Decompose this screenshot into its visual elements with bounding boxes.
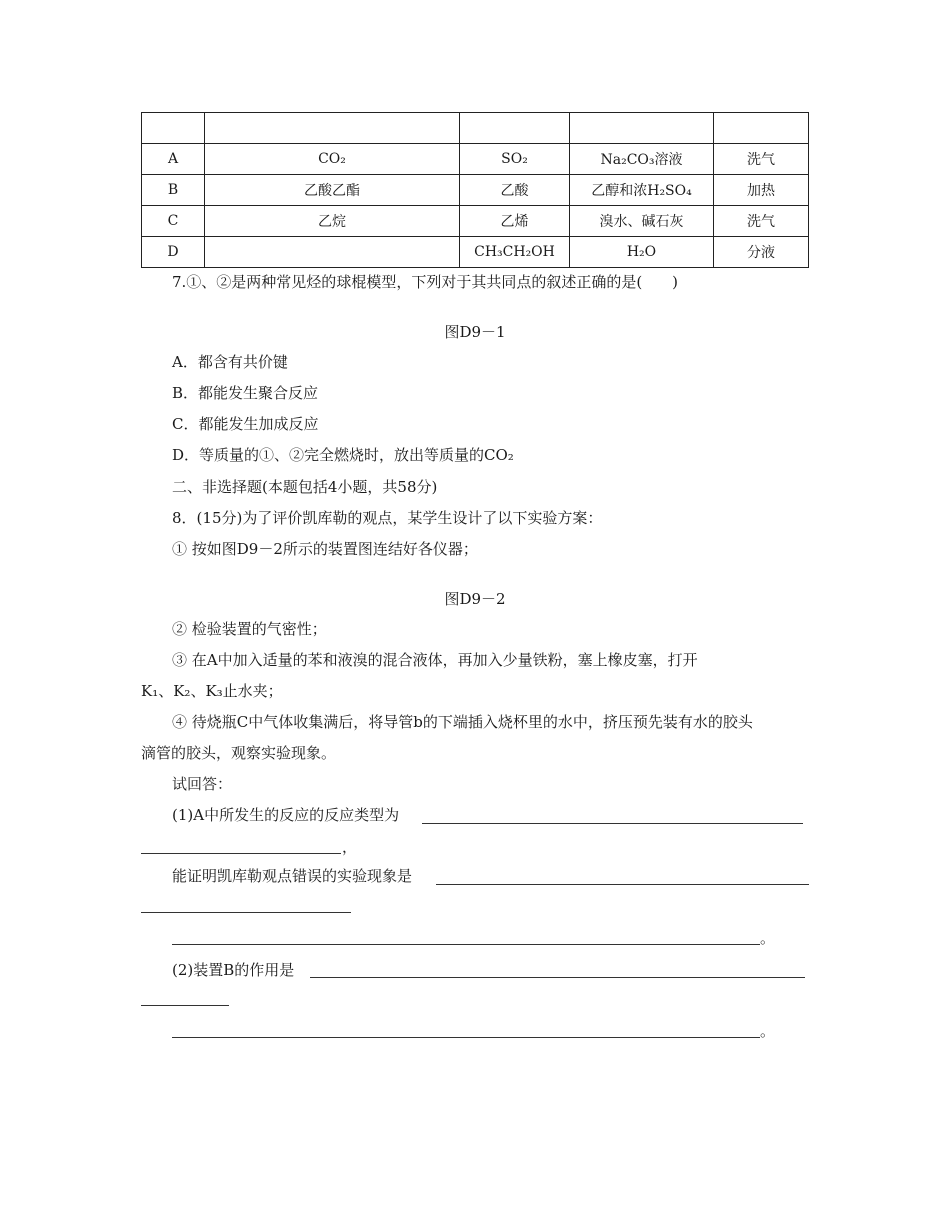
table-cell: D xyxy=(142,237,205,268)
table-row xyxy=(142,144,809,175)
answer-blank[interactable] xyxy=(436,884,809,885)
step-4-line-1: ④ 待烧瓶C中气体收集满后，将导管b的下端插入烧杯里的水中，挤压预先装有水的胶头 xyxy=(172,713,753,731)
table-cell: SO₂ xyxy=(460,144,570,175)
table-cell: A xyxy=(142,144,205,175)
table-cell xyxy=(460,113,570,144)
options-table xyxy=(141,112,809,268)
table-row xyxy=(142,175,809,206)
answer-blank[interactable] xyxy=(141,912,351,913)
table-cell: 洗气 xyxy=(714,144,809,175)
table-cell xyxy=(205,237,460,268)
answer-blank[interactable] xyxy=(172,1037,760,1038)
table-cell: 乙酸 xyxy=(460,175,570,206)
option-a: A．都含有共价键 xyxy=(172,353,288,371)
part-2-prompt: (2)装置B的作用是 xyxy=(172,961,295,979)
step-2: ② 检验装置的气密性； xyxy=(172,620,327,638)
answer-blank[interactable] xyxy=(141,853,341,854)
table-row xyxy=(142,206,809,237)
table-cell: CH₃CH₂OH xyxy=(460,237,570,268)
figure-caption-d9-1: 图D9－1 xyxy=(444,323,506,341)
question-7-stem: 7.①、②是两种常见烃的球棍模型，下列对于其共同点的叙述正确的是( ) xyxy=(172,273,679,291)
table-cell: 加热 xyxy=(714,175,809,206)
period: 。 xyxy=(760,929,776,947)
table-cell xyxy=(714,113,809,144)
table-cell xyxy=(570,113,714,144)
option-c: C．都能发生加成反应 xyxy=(172,415,319,433)
step-1: ① 按如图D9－2所示的装置图连结好各仪器； xyxy=(172,540,478,558)
part-1-prompt: (1)A中所发生的反应的反应类型为 xyxy=(172,806,400,824)
table-header-row xyxy=(142,113,809,144)
table-cell: C xyxy=(142,206,205,237)
answer-prompt: 试回答： xyxy=(172,775,233,793)
period: 。 xyxy=(760,1022,776,1040)
option-b: B．都能发生聚合反应 xyxy=(172,384,319,402)
table-cell: 乙烷 xyxy=(205,206,460,237)
table-cell: 乙烯 xyxy=(460,206,570,237)
table-cell xyxy=(142,113,205,144)
table-cell: 乙醇和浓H₂SO₄ xyxy=(570,175,714,206)
step-3-line-2: K₁、K₂、K₃止水夹； xyxy=(141,682,283,700)
table-cell: 乙酸乙酯 xyxy=(205,175,460,206)
answer-blank[interactable] xyxy=(422,823,803,824)
table-cell: H₂O xyxy=(570,237,714,268)
table-cell: Na₂CO₃溶液 xyxy=(570,144,714,175)
comma: ， xyxy=(342,838,358,856)
table-cell: 溴水、碱石灰 xyxy=(570,206,714,237)
figure-caption-d9-2: 图D9－2 xyxy=(444,590,506,608)
step-4-line-2: 滴管的胶头，观察实验现象。 xyxy=(141,744,337,762)
table-cell: 分液 xyxy=(714,237,809,268)
section-heading: 二、非选择题(本题包括4小题，共58分) xyxy=(172,478,438,496)
table-cell: CO₂ xyxy=(205,144,460,175)
table-cell: 洗气 xyxy=(714,206,809,237)
option-d: D．等质量的①、②完全燃烧时，放出等质量的CO₂ xyxy=(172,446,514,464)
part-1b-prompt: 能证明凯库勒观点错误的实验现象是 xyxy=(172,867,413,885)
answer-blank[interactable] xyxy=(141,1005,229,1006)
step-3-line-1: ③ 在A中加入适量的苯和液溴的混合液体，再加入少量铁粉，塞上橡皮塞，打开 xyxy=(172,651,698,669)
table-cell xyxy=(205,113,460,144)
question-8-stem: 8．(15分)为了评价凯库勒的观点，某学生设计了以下实验方案： xyxy=(172,509,603,527)
table-cell: B xyxy=(142,175,205,206)
answer-blank[interactable] xyxy=(172,944,760,945)
table-row xyxy=(142,237,809,268)
answer-blank[interactable] xyxy=(310,977,805,978)
